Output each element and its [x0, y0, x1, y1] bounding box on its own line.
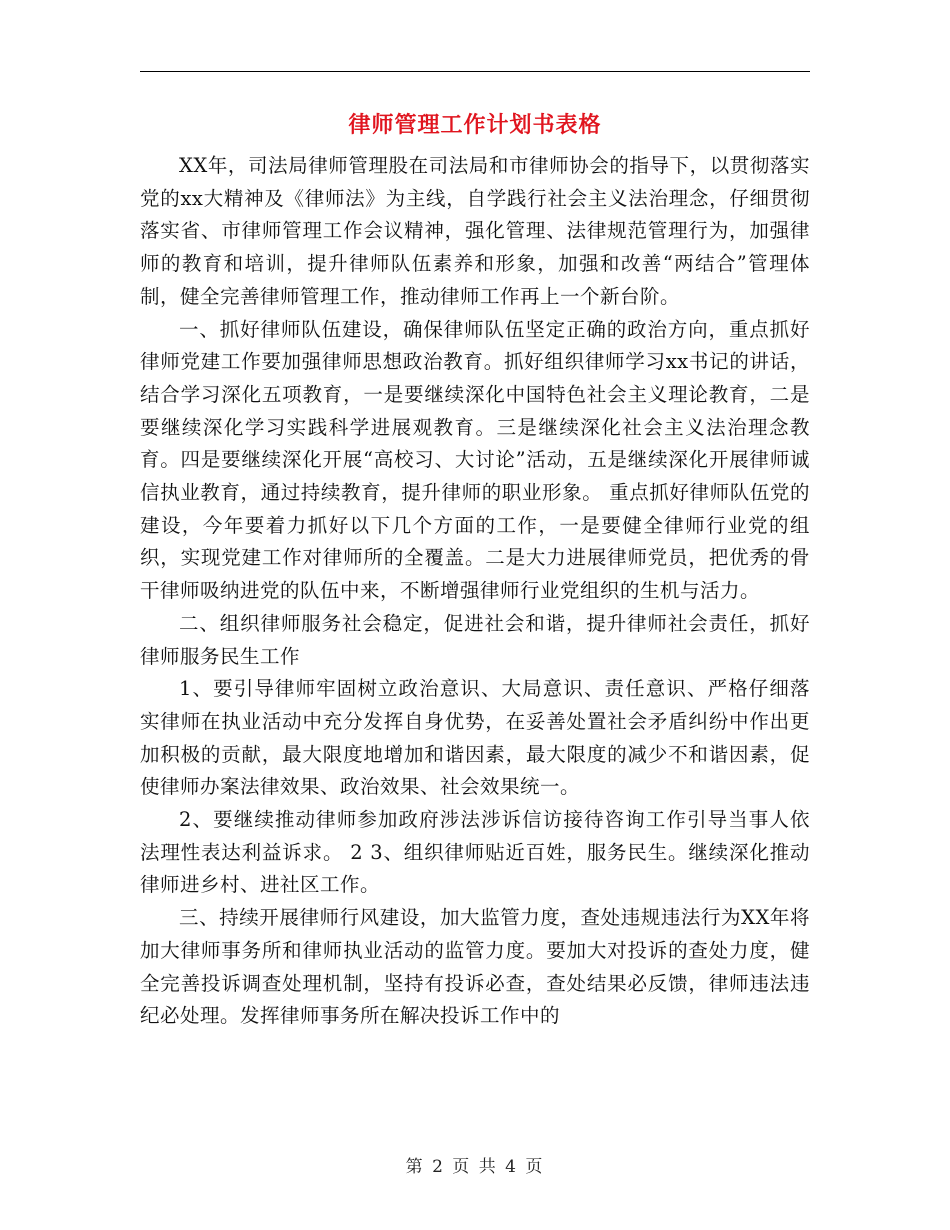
document-body: [140, 150, 810, 1033]
document-title: 律师管理工作计划书表格: [348, 113, 602, 138]
paragraph-intro: XX年，司法局律师管理股在司法局和市律师协会的指导下，以贯彻落实党的xx大精神及《律师法》为主线，自学践行社会主义法治理念，仔细贯彻落实省、市律师管理工作会议精神，强化管理、法律规范管理行为，加强律师的教育和培训，提升律师队伍素养和形象，加强和改善“两结合”管理体制，健全完善律师管理工作，推动律师工作再上一个新台阶。: [140, 154, 810, 308]
paragraph-section-2: 二、组织律师服务社会稳定，促进社会和谐，提升律师社会责任，抓好律师服务民生工作: [140, 611, 810, 668]
paragraph-item-1: 1、要引导律师牢固树立政治意识、大局意识、责任意识、严格仔细落实律师在执业活动中充分发挥自身优势，在妥善处置社会矛盾纠纷中作出更加积极的贡献，最大限度地增加和谐因素，最大限度的减少不和谐因素，促使律师办案法律效果、政治效果、社会效果统一。: [140, 677, 810, 799]
page-number: 第 2 页 共 4 页: [405, 1157, 545, 1177]
paragraph-item-2: 2、要继续推动律师参加政府涉法涉诉信访接待咨询工作引导当事人依法理性表达利益诉求。 2 3、组织律师贴近百姓，服务民生。继续深化推动律师进乡村、进社区工作。: [140, 808, 810, 897]
paragraph-section-1: 一、抓好律师队伍建设，确保律师队伍坚定正确的政治方向，重点抓好律师党建工作要加强律师思想政治教育。抓好组织律师学习xx书记的讲话，结合学习深化五项教育，一是要继续深化中国特色社会主义理论教育，二是要继续深化学习实践科学进展观教育。三是继续深化社会主义法治理念教育。四是要继续深化开展“高校习、大讨论”活动，五是继续深化开展律师诚信执业教育，通过持续教育，提升律师的职业形象。 重点抓好律师队伍党的建设，今年要着力抓好以下几个方面的工作，一是要健全律师行业党的组织，实现党建工作对律师所的全覆盖。二是大力进展律师党员，把优秀的骨干律师吸纳进党的队伍中来，不断增强律师行业党组织的生机与活力。: [140, 317, 810, 603]
paragraph-section-3: 三、持续开展律师行风建设，加大监管力度，查处违规违法行为XX年将加大律师事务所和律师执业活动的监管力度。要加大对投诉的查处力度，健全完善投诉调查处理机制，坚持有投诉必查，查处结果必反馈，律师违法违纪必处理。发挥律师事务所在解决投诉工作中的: [140, 906, 810, 1028]
header-rule: [140, 71, 810, 72]
